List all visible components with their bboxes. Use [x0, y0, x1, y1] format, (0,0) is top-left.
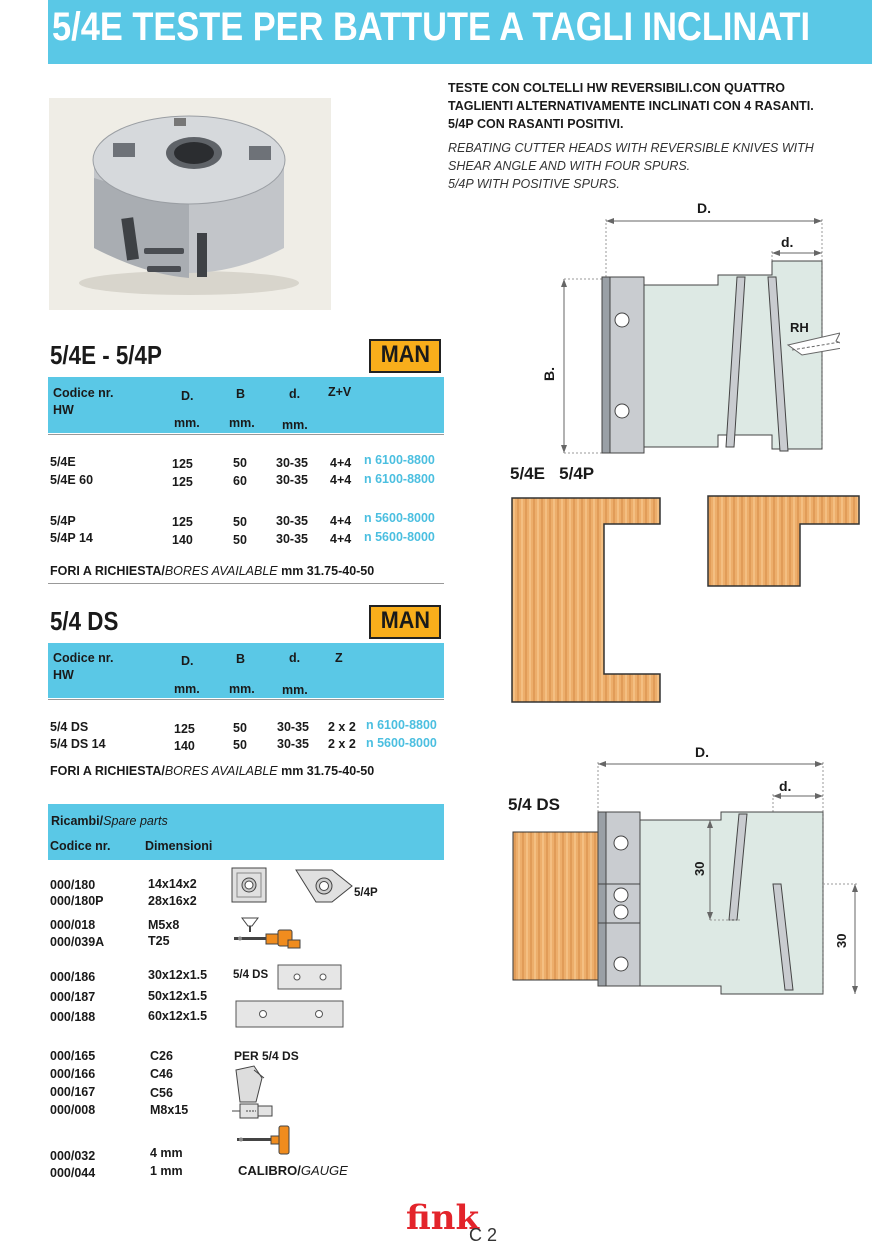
description-line: 5/4P WITH POSITIVE SPURS.	[448, 177, 620, 191]
gauge-label: CALIBRO/GAUGE	[238, 1163, 348, 1178]
spare-dim: T25	[148, 934, 170, 948]
col-z: Z	[335, 651, 343, 665]
label-54ds: 5/4 DS	[233, 969, 269, 981]
spare-row: 000/044	[50, 1166, 96, 1180]
col-d: d.	[289, 387, 301, 401]
spur-small-icon	[275, 962, 345, 992]
wood-profiles	[508, 494, 868, 710]
spare-dim: 4 mm	[150, 1146, 183, 1160]
spare-dim: 50x12x1.5	[148, 989, 208, 1003]
spare-row: 000/180P	[50, 894, 104, 908]
spare-dim: C56	[150, 1086, 173, 1100]
diagram2-label: 5/4 DS	[508, 795, 560, 814]
bores-note: FORI A RICHIESTA/BORES AVAILABLE mm 31.75-40-50	[50, 564, 375, 578]
description-line: SHEAR ANGLE AND WITH FOUR SPURS.	[448, 159, 691, 173]
spares-title: Ricambi/Spare parts	[51, 814, 168, 828]
col-codice: Codice nr.	[53, 386, 114, 400]
unit-B: mm.	[229, 682, 255, 696]
dim-B: B.	[541, 367, 557, 381]
description-it	[448, 79, 868, 133]
bolt-icon	[232, 1100, 280, 1122]
man-badge: MAN	[369, 339, 441, 373]
dim-D: D.	[695, 744, 709, 760]
description-line: REBATING CUTTER HEADS WITH REVERSIBLE KNIVES WITH	[448, 141, 814, 155]
description-line: TESTE CON COLTELLI HW REVERSIBILI.CON QUATTRO	[448, 81, 786, 95]
col-z: Z+V	[328, 385, 352, 399]
cutter-diagram-2	[505, 750, 865, 1000]
spare-row: 000/039A	[50, 935, 105, 949]
unit-D: mm.	[174, 416, 200, 430]
dim-d: d.	[781, 234, 794, 250]
col-B: B	[236, 652, 246, 666]
spare-row: 000/166	[50, 1067, 96, 1081]
label-54p: 5/4P	[354, 887, 378, 899]
description-line: 5/4P CON RASANTI POSITIVI.	[448, 117, 624, 131]
col-dimensioni: Dimensioni	[145, 839, 213, 853]
spare-row: 000/167	[50, 1085, 96, 1099]
col-hw: HW	[53, 668, 74, 682]
spare-dim: C26	[150, 1049, 173, 1063]
description-en	[448, 139, 868, 193]
spare-row: 000/180	[50, 878, 96, 892]
spare-dim: 14x14x2	[148, 877, 197, 891]
gauge-key-icon	[233, 1124, 293, 1156]
spare-dim: 60x12x1.5	[148, 1009, 208, 1023]
page-title: 5/4E TESTE PER BATTUTE A TAGLI INCLINATI	[52, 5, 811, 49]
spare-row: 000/032	[50, 1149, 96, 1163]
col-hw: HW	[53, 403, 74, 417]
spare-row: 000/018	[50, 918, 96, 932]
fink-logo: fink	[406, 1198, 479, 1238]
spare-row: 000/188	[50, 1010, 96, 1024]
spare-row: 000/186	[50, 970, 96, 984]
divider	[48, 583, 444, 584]
product-photo	[49, 98, 331, 310]
spare-dim: M8x15	[150, 1103, 189, 1117]
spare-dim: C46	[150, 1067, 173, 1081]
bores-note: FORI A RICHIESTA/BORES AVAILABLE mm 31.75-40-50	[50, 764, 375, 778]
dim-30-right: 30	[834, 933, 849, 948]
section1-title: 5/4E - 5/4P	[50, 340, 162, 370]
spare-dim: 1 mm	[150, 1164, 183, 1178]
spare-dim: 28x16x2	[148, 894, 197, 908]
man-badge: MAN	[369, 605, 441, 639]
col-d: d.	[289, 651, 301, 665]
spare-row: 000/165	[50, 1049, 96, 1063]
knife-icon	[230, 866, 390, 906]
label-per-54ds: PER 5/4 DS	[234, 1049, 299, 1063]
dim-30-left: 30	[692, 861, 707, 876]
page-number: C 2	[469, 1225, 498, 1245]
col-codice: Codice nr.	[50, 839, 111, 853]
col-B: B	[236, 387, 246, 401]
profile-labels: 5/4E 5/4P	[510, 464, 595, 483]
col-codice: Codice nr.	[53, 651, 114, 665]
unit-D: mm.	[174, 682, 200, 696]
spare-dim: M5x8	[148, 918, 180, 932]
unit-B: mm.	[229, 416, 255, 430]
rh-label: RH	[790, 320, 809, 335]
spare-row: 000/187	[50, 990, 96, 1004]
dim-D: D.	[697, 200, 711, 216]
divider	[48, 699, 444, 700]
divider	[48, 434, 444, 435]
screw-key-icon	[230, 914, 302, 954]
unit-d: mm.	[282, 683, 308, 697]
section2-title: 5/4 DS	[50, 606, 119, 636]
unit-d: mm.	[282, 418, 308, 432]
spur-large-icon	[233, 998, 348, 1030]
spare-row: 000/008	[50, 1103, 96, 1117]
dim-d: d.	[779, 778, 792, 794]
col-D: D.	[181, 654, 194, 668]
col-D: D.	[181, 389, 194, 403]
description-line: TAGLIENTI ALTERNATIVAMENTE INCLINATI CON 4 RASANTI.	[448, 99, 814, 113]
spare-dim: 30x12x1.5	[148, 968, 208, 982]
